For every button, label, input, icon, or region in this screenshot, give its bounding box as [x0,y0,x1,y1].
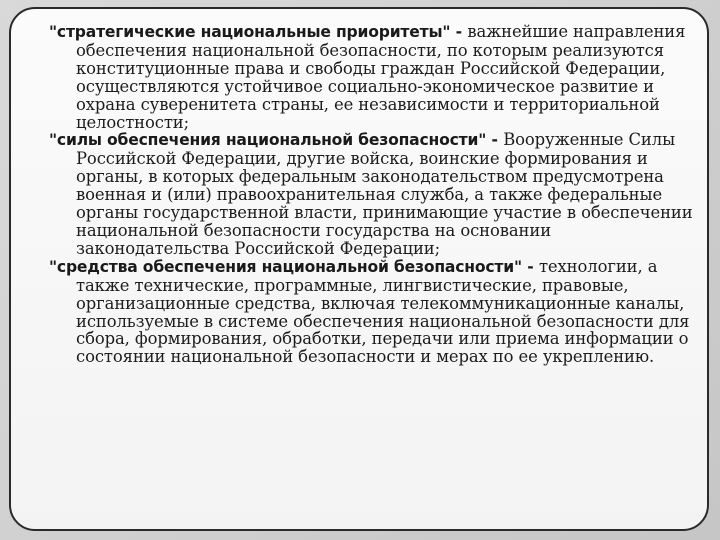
definition-strategic-priorities [49,23,709,131]
slide-card [9,7,709,531]
definition-term: "силы обеспечения национальной безопасности" [49,131,487,150]
definition-text: Вооруженные Силы Российской Федерации, другие войска, воинские формирования и органы, в которых федеральным законодательством предусмотрена военная и (или) правоохранительная служба, а также федеральные органы государственной власти, принимающие участие в обеспечении национальной безопасности государства на основании законодательства Российской Федерации; [76,130,693,258]
definitions-text [49,23,709,366]
definition-dash: - [521,257,539,276]
definition-dash: - [486,131,504,150]
definition-term: "средства обеспечения национальной безопасности" [49,257,522,276]
definition-text: технологии, а также технические, программные, лингвистические, правовые, организационные средства, включая телекоммуникационные каналы, используемые в системе обеспечения национальной безопасности для сбора, формирования, обработки, передачи или приема информации о состоянии национальной безопасности и мерах по ее укреплению. [76,256,690,367]
definition-dash: - [450,23,468,41]
definition-security-forces [49,131,709,257]
definition-term: "стратегические национальные приоритеты" [49,23,451,41]
definition-text: важнейшие направления обеспечения национальной безопасности, по которым реализуются конституционные права и свободы граждан Российской Федерации, осуществляются устойчивое социально-экономическое развитие и охрана суверенитета страны, ее независимости и территориальной целостности; [76,22,686,132]
definition-security-means [49,258,709,366]
